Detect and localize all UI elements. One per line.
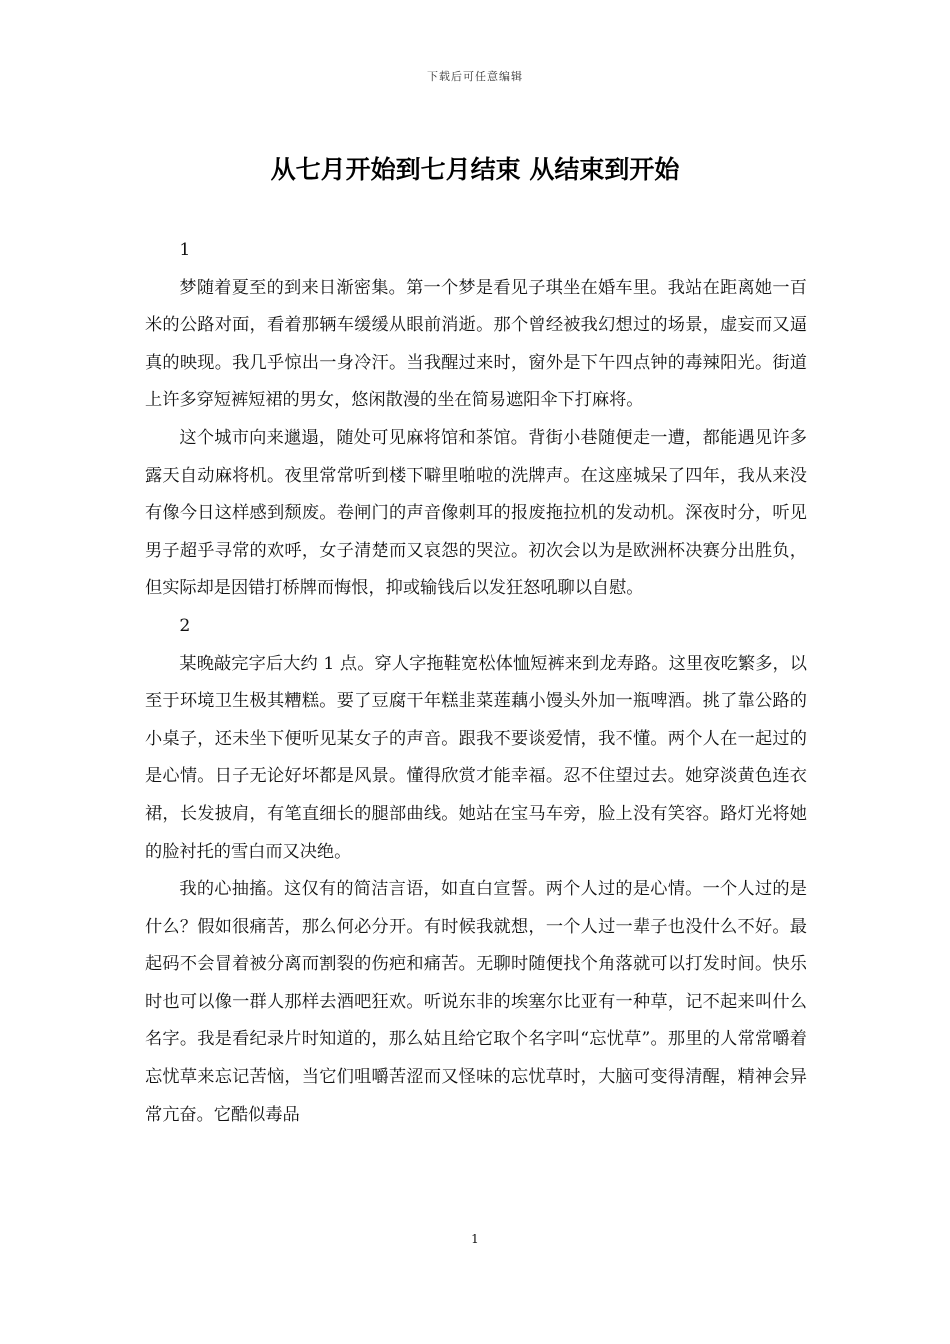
page-header: 下载后可任意编辑 (427, 70, 523, 83)
page-number: 1 (471, 1232, 479, 1246)
paragraph: 梦随着夏至的到来日渐密集。第一个梦是看见子琪坐在婚车里。我站在距离她一百米的公路对面，看着那辆车缓缓从眼前消逝。那个曾经被我幻想过的场景，虚妄而又逼真的映现。我几乎惊出一身冷汗。当我醒过来时，窗外是下午四点钟的毒辣阳光。街道上许多穿短裤短裙的男女，悠闲散漫的坐在简易遮阳伞下打麻将。 (145, 277, 807, 411)
section-number: 2 (179, 615, 191, 636)
section-number: 1 (179, 240, 191, 260)
paragraph: 这个城市向来邋遢，随处可见麻将馆和茶馆。背街小巷随便走一遭，都能遇见许多露天自动麻将机。夜里常常听到楼下噼里啪啦的洗牌声。在这座城呆了四年，我从来没有像今日这样感到颓废。卷闸门的声音像刺耳的报废拖拉机的发动机。深夜时分，听见男子超乎寻常的欢呼，女子清楚而又哀怨的哭泣。初次会以为是欧洲杯决赛分出胜负，但实际却是因错打桥牌而悔恨，抑或输钱后以发狂怒吼聊以自慰。 (145, 427, 807, 599)
document-body (145, 232, 807, 1134)
paragraph: 某晚敲完字后大约 1 点。穿人字拖鞋宽松体恤短裤来到龙寿路。这里夜吃繁多，以至于环境卫生极其糟糕。要了豆腐干年糕韭菜莲藕小馒头外加一瓶啤酒。挑了靠公路的小桌子，还未坐下便听见某女子的声音。跟我不要谈爱情，我不懂。两个人在一起过的是心情。日子无论好坏都是风景。懂得欣赏才能幸福。忍不住望过去。她穿淡黄色连衣裙，长发披肩，有笔直细长的腿部曲线。她站在宝马车旁，脸上没有笑容。路灯光将她的脸衬托的雪白而又决绝。 (145, 653, 807, 862)
page-title: 从七月开始到七月结束 从结束到开始 (270, 155, 680, 184)
paragraph: 我的心抽搐。这仅有的简洁言语，如直白宣誓。两个人过的是心情。一个人过的是什么？假如很痛苦，那么何必分开。有时候我就想，一个人过一辈子也没什么不好。最起码不会冒着被分离而割裂的伤疤和痛苦。无聊时随便找个角落就可以打发时间。快乐时也可以像一群人那样去酒吧狂欢。听说东非的埃塞尔比亚有一种草，记不起来叫什么名字。我是看纪录片时知道的，那么姑且给它取个名字叫“忘忧草”。那里的人常常嚼着忘忧草来忘记苦恼，当它们咀嚼苦涩而又怪味的忘忧草时，大脑可变得清醒，精神会异常亢奋。它酷似毒品 (145, 879, 807, 1125)
